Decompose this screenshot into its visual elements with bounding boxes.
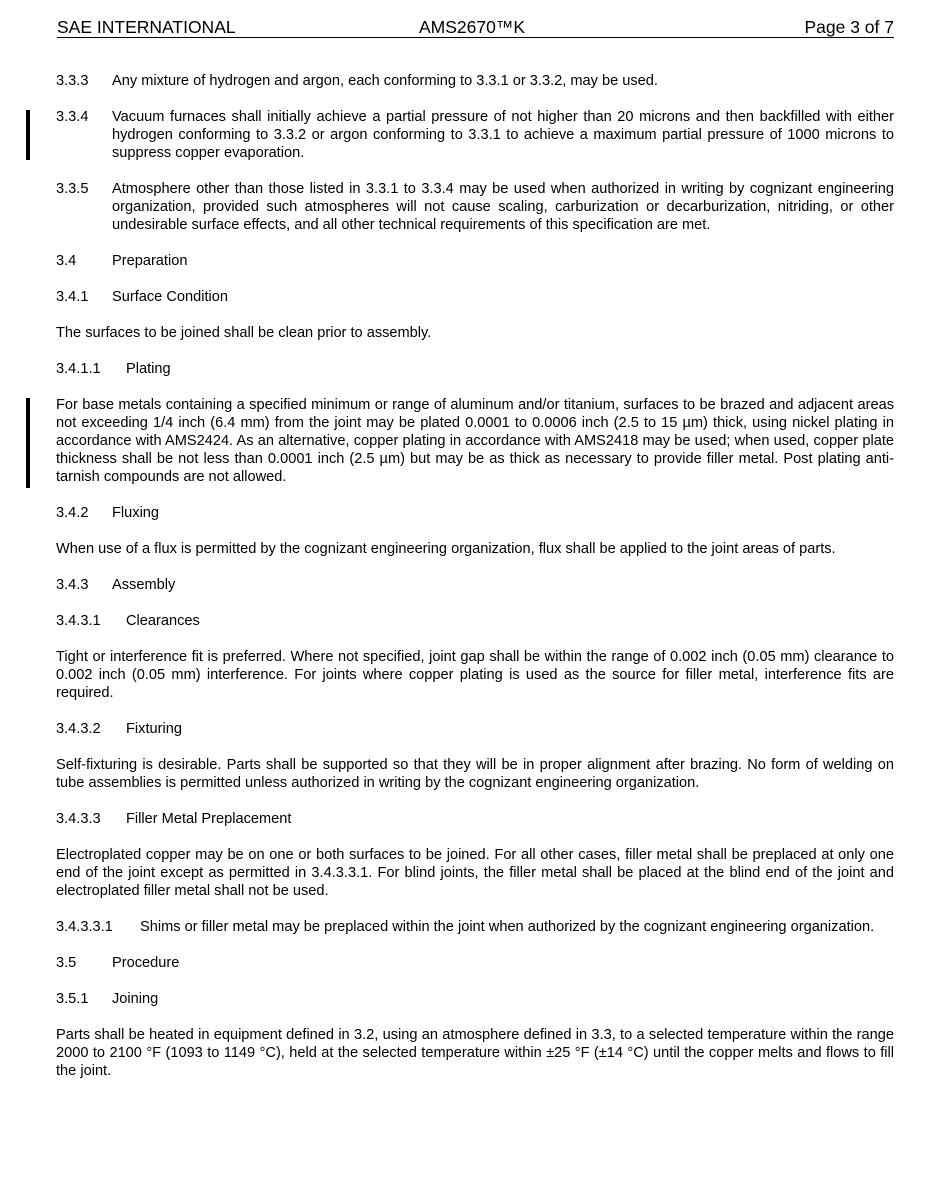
revision-change-bar (26, 110, 30, 160)
document-body (56, 72, 894, 1098)
revision-change-bar (26, 398, 30, 488)
paragraph-number: 3.3.3 (56, 73, 89, 89)
section-number: 3.4.3 (56, 577, 89, 593)
section-heading-3-4-1 (56, 288, 894, 306)
header-page-number: Page 3 of 7 (804, 17, 894, 37)
section-heading-3-4-1-1 (56, 360, 894, 378)
section-body: Parts shall be heated in equipment defined in 3.2, using an atmosphere defined in 3.3, to a selected temperature within the range 2000 to 2100 °F (1093 to 1149 °C), held at the selected temperature within ±25 °F (±14 °C) until the copper melts and flows to fill the joint. (56, 1027, 894, 1079)
section-number: 3.4.3.2 (56, 721, 101, 737)
paragraph-text: Shims or filler metal may be preplaced within the joint when authorized by the cognizant engineering organization. (140, 919, 875, 935)
section-title: Plating (126, 361, 171, 377)
section-number: 3.5 (56, 955, 77, 971)
paragraph-number: 3.4.3.3.1 (56, 919, 113, 935)
page-header (57, 17, 894, 38)
section-number: 3.5.1 (56, 991, 89, 1007)
section-body: When use of a flux is permitted by the cognizant engineering organization, flux shall be applied to the joint areas of parts. (56, 541, 836, 557)
section-body: Self-fixturing is desirable. Parts shall be supported so that they will be in proper alignment after brazing. No form of welding on tube assemblies is permitted unless authorized in writing by the cognizant engineering organization. (56, 757, 894, 791)
section-title: Fixturing (126, 721, 182, 737)
header-document-id: AMS2670™K (419, 17, 526, 37)
paragraph-number: 3.3.5 (56, 181, 89, 197)
section-number: 3.4 (56, 253, 77, 269)
section-heading-3-5-1 (56, 990, 894, 1008)
section-body: Tight or interference fit is preferred. Where not specified, joint gap shall be within the range of 0.002 inch (0.05 mm) clearance to 0.002 inch (0.05 mm) interference. For joints where copper plating is used as the source for filler metal, interference fits are required. (56, 649, 894, 701)
section-heading-3-4-3-1 (56, 612, 894, 630)
paragraph-text: Atmosphere other than those listed in 3.3.1 to 3.3.4 may be used when authorized in writing by cognizant engineering organization, provided such atmospheres will not cause scaling, carburization or decarburization, nitriding, or other undesirable surface effects, and all other technical requirements of this specification are met. (112, 181, 894, 233)
section-title: Clearances (126, 613, 200, 629)
section-heading-3-4-3-2 (56, 720, 894, 738)
paragraph-3-4-3-3-1 (56, 918, 894, 936)
section-heading-3-4-3-3 (56, 810, 894, 828)
section-title: Filler Metal Preplacement (126, 811, 292, 827)
section-heading-3-5 (56, 954, 894, 972)
section-title: Preparation (112, 253, 188, 269)
section-number: 3.4.2 (56, 505, 89, 521)
paragraph-number: 3.3.4 (56, 109, 89, 125)
section-body: Electroplated copper may be on one or both surfaces to be joined. For all other cases, filler metal shall be preplaced at only one end of the joint except as permitted in 3.4.3.3.1. For blind joints, the filler metal shall be placed at the blind end of the joint and electroplated filler metal shall not be used. (56, 847, 894, 899)
section-number: 3.4.1 (56, 289, 89, 305)
paragraph-3-3-5 (56, 180, 894, 234)
section-heading-3-4-2 (56, 504, 894, 522)
paragraph-text: Vacuum furnaces shall initially achieve a partial pressure of not higher than 20 microns and then backfilled with either hydrogen conforming to 3.3.2 or argon conforming to 3.3.1 to achieve a maximum partial pressure of 1000 microns to suppress copper evaporation. (112, 109, 894, 161)
section-heading-3-4 (56, 252, 894, 270)
header-organization: SAE INTERNATIONAL (57, 17, 236, 37)
section-title: Surface Condition (112, 289, 229, 305)
section-title: Procedure (112, 955, 180, 971)
paragraph-3-3-4 (56, 108, 894, 162)
section-number: 3.4.3.1 (56, 613, 101, 629)
section-title: Assembly (112, 577, 176, 593)
section-number: 3.4.3.3 (56, 811, 101, 827)
section-title: Fluxing (112, 505, 160, 521)
paragraph-3-3-3 (56, 72, 894, 90)
paragraph-text: Any mixture of hydrogen and argon, each conforming to 3.3.1 or 3.3.2, may be used. (112, 73, 658, 89)
section-body: The surfaces to be joined shall be clean prior to assembly. (56, 325, 432, 341)
section-number: 3.4.1.1 (56, 361, 101, 377)
section-body: For base metals containing a specified minimum or range of aluminum and/or titanium, surfaces to be brazed and adjacent areas not exceeding 1/4 inch (6.4 mm) from the joint may be plated 0.0001 to 0.0006 inch (2.5 to 15 µm) thick, using nickel plating in accordance with AMS2424. As an alternative, copper plating in accordance with AMS2418 may be used; when used, copper plate thickness shall be not less than 0.0001 inch (2.5 µm) but may be as thick as necessary to provide filler metal. Post plating anti-tarnish compounds are not allowed. (56, 397, 894, 485)
section-title: Joining (112, 991, 159, 1007)
section-heading-3-4-3 (56, 576, 894, 594)
